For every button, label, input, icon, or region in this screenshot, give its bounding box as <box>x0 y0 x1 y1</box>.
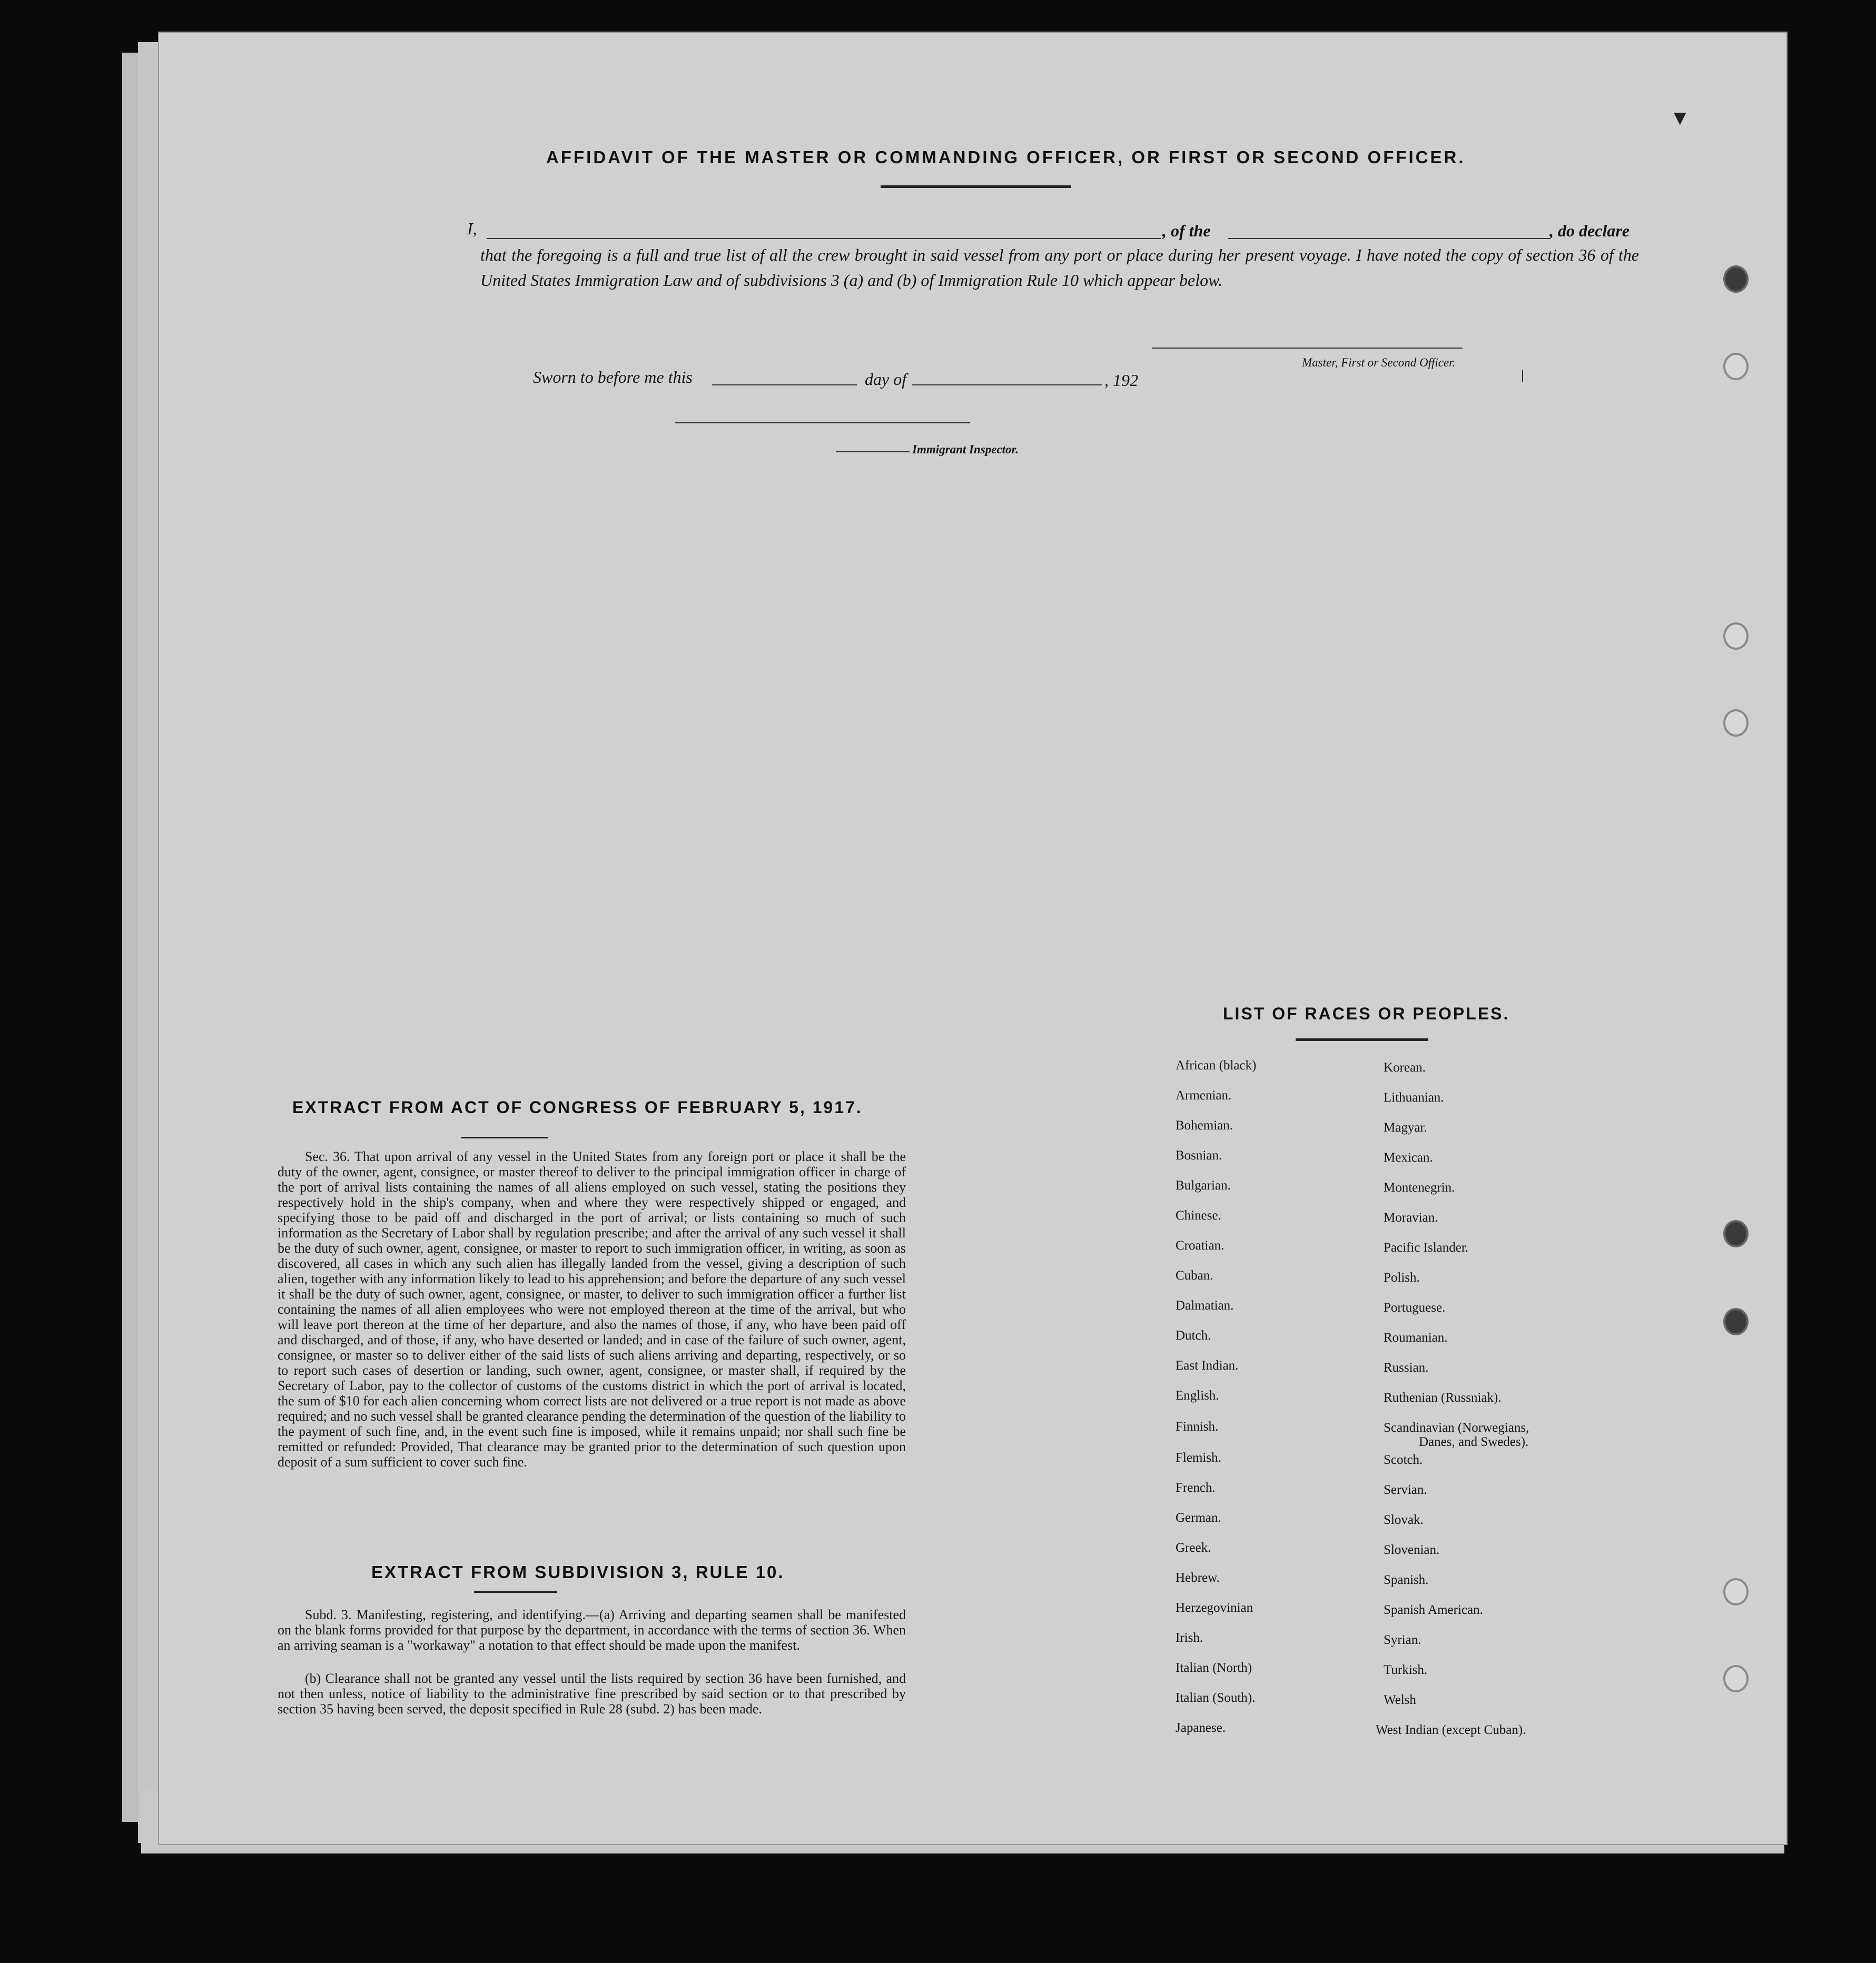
race-left-5: Chinese. <box>1176 1208 1221 1223</box>
binder-hole <box>1723 1308 1749 1335</box>
race-left-13: Flemish. <box>1176 1451 1221 1465</box>
race-right-18: Spanish. <box>1384 1573 1429 1587</box>
race-right-21: Turkish. <box>1384 1663 1428 1677</box>
race-right-1: Lithuanian. <box>1384 1090 1444 1105</box>
day-blank <box>712 384 857 385</box>
race-right-10: Russian. <box>1384 1361 1429 1375</box>
race-left-12: Finnish. <box>1176 1420 1219 1434</box>
binder-hole <box>1723 1220 1749 1247</box>
race-right-11: Ruthenian (Russniak). <box>1384 1391 1502 1405</box>
divider-tick <box>1522 370 1523 382</box>
race-left-6: Croatian. <box>1176 1238 1225 1253</box>
act-extract-rule <box>461 1137 548 1138</box>
rule-extract-title: EXTRACT FROM SUBDIVISION 3, RULE 10. <box>371 1562 785 1582</box>
month-blank <box>912 384 1102 385</box>
race-right-15: Servian. <box>1384 1483 1427 1497</box>
race-right-8: Portuguese. <box>1384 1301 1446 1315</box>
race-right-6: Pacific Islander. <box>1384 1241 1469 1255</box>
race-right-23: West Indian (except Cuban). <box>1376 1723 1526 1737</box>
affidavit-of-the: , of the <box>1162 221 1211 240</box>
binder-hole <box>1723 265 1749 293</box>
race-left-4: Bulgarian. <box>1176 1178 1231 1193</box>
races-title: LIST OF RACES OR PEOPLES. <box>1223 1004 1510 1023</box>
race-right-12: Scandinavian (Norwegians, <box>1384 1421 1529 1435</box>
document-page <box>158 32 1788 1845</box>
race-left-0: African (black) <box>1176 1058 1257 1073</box>
race-left-22: Japanese. <box>1176 1721 1226 1735</box>
race-right-7: Polish. <box>1384 1271 1420 1285</box>
binder-hole <box>1723 1578 1749 1605</box>
race-left-18: Herzegovinian <box>1176 1601 1253 1615</box>
race-right-16: Slovak. <box>1384 1513 1424 1527</box>
affidavit-body: that the foregoing is a full and true list of all the crew brought in said vessel from any port or place during her present voyage. I have noted the copy of section 36 of the United States Immigration Law and of subdivisions 3 (a) and (b) of Immigration Rule 10 which appear below. <box>480 245 1639 290</box>
rule-extract-text-a: Subd. 3. Manifesting, registering, and identifying.—(a) Arriving and departing seamen shall be manifested on the blank forms provided for that purpose by the department, in accordance with the terms of section 36. When an arriving seaman is a "workaway" a notation to that effect should be made upon the manifest. <box>278 1607 906 1653</box>
races-title-rule <box>1296 1038 1428 1041</box>
race-left-11: English. <box>1176 1389 1219 1403</box>
race-left-14: French. <box>1176 1481 1216 1495</box>
act-extract-text: Sec. 36. That upon arrival of any vessel in the United States from any foreign port or place it shall be the duty of the owner, agent, consignee, or master thereof to deliver to the principal immigration officer in charge of the port of arrival lists containing the names of all aliens employed on such vessel, stating the positions they respectively hold in the ship's company, when and where they were respectively shipped or engaged, and specifying those to be paid off and discharged in the port of arrival; or lists containing so much of such information as the Secretary of Labor shall by regulation prescribe; and after the arrival of any such vessel it shall be the duty of such owner, agent, consignee, or master to report to such immigration officer, in writing, as soon as discovered, all cases in which any such alien has illegally landed from the vessel, giving a description of such alien, together with any information likely to lead to his apprehension; and before the departure of any such vessel it shall be the duty of such owner, agent, consignee, or master, to deliver to such immigration officer a further list containing the names of all alien employees who were not employed thereon at the time of the arrival, but who will leave port thereon at the time of her departure, and also the names of those, if any, who have been paid off and discharged, and of those, if any, who have deserted or landed; and in case of the failure of such owner, agent, consignee, or master so to deliver either of the said lists of such aliens arriving and departing, respectively, or so to report such cases of desertion or landing, such owner, agent, consignee, or master shall, if required by the Secretary of Labor, pay to the collector of customs of the customs district in which the port of arrival is located, the sum of $10 for each alien concerning whom correct lists are not delivered or a true report is not made as above required; and no such vessel shall be granted clearance pending the determination of the question of the liability to the payment of such fine, and, in the event such fine is imposed, while it remains unpaid; nor shall such fine be remitted or refunded: Provided, That clearance may be granted prior to the determination of such question upon deposit of a sum sufficient to cover such fine. <box>278 1149 906 1470</box>
race-right-20: Syrian. <box>1384 1633 1421 1647</box>
binder-hole <box>1723 709 1749 737</box>
race-right-3: Mexican. <box>1384 1151 1433 1165</box>
affidavit-title-rule <box>881 185 1071 188</box>
race-right-9: Roumanian. <box>1384 1331 1448 1345</box>
signature-caption: Master, First or Second Officer. <box>1302 356 1456 369</box>
race-left-9: Dutch. <box>1176 1329 1211 1343</box>
vessel-blank <box>1228 238 1549 239</box>
race-left-20: Italian (North) <box>1176 1661 1252 1675</box>
day-of: day of <box>865 370 907 389</box>
race-left-15: German. <box>1176 1511 1221 1525</box>
race-right-14: Scotch. <box>1384 1453 1423 1467</box>
race-left-3: Bosnian. <box>1176 1148 1222 1163</box>
rule-extract-text-b: (b) Clearance shall not be granted any vessel until the lists required by section 36 have been furnished, and not then unless, notice of liability to the administrative fine prescribed by said section or to that prescribed by section 35 having been served, the deposit specified in Rule 28 (subd. 2) has been made. <box>278 1671 906 1717</box>
race-left-7: Cuban. <box>1176 1268 1213 1283</box>
affidavit-line-i: I, <box>467 219 477 238</box>
race-left-2: Bohemian. <box>1176 1118 1233 1133</box>
race-right-5: Moravian. <box>1384 1211 1438 1225</box>
race-right-17: Slovenian. <box>1384 1543 1440 1557</box>
affidavit-title: AFFIDAVIT OF THE MASTER OR COMMANDING OFFICER, OR FIRST OR SECOND OFFICER. <box>546 147 1466 167</box>
sworn-before: Sworn to before me this <box>533 368 693 386</box>
race-left-19: Irish. <box>1176 1631 1203 1645</box>
act-extract-title: EXTRACT FROM ACT OF CONGRESS OF FEBRUARY 5, 1917. <box>292 1098 863 1117</box>
race-left-8: Dalmatian. <box>1176 1298 1234 1313</box>
name-blank <box>487 238 1161 239</box>
rule-extract-rule <box>474 1591 557 1593</box>
affidavit-do-declare: , do declare <box>1549 221 1630 240</box>
race-left-10: East Indian. <box>1176 1359 1239 1373</box>
race-left-16: Greek. <box>1176 1541 1211 1555</box>
race-right-4: Montenegrin. <box>1384 1181 1455 1195</box>
race-right-2: Magyar. <box>1384 1121 1427 1135</box>
race-right-19: Spanish American. <box>1384 1603 1483 1617</box>
inspector-line <box>675 422 970 423</box>
inspector-short-line <box>836 451 910 452</box>
race-left-21: Italian (South). <box>1176 1691 1256 1705</box>
binder-hole <box>1723 1665 1749 1692</box>
race-right-13: Danes, and Swedes). <box>1419 1435 1529 1449</box>
year-label: , 192 <box>1104 371 1138 390</box>
ink-mark: ▼ <box>1670 106 1691 130</box>
binder-hole <box>1723 353 1749 380</box>
race-right-0: Korean. <box>1384 1060 1426 1075</box>
inspector-caption: Immigrant Inspector. <box>912 443 1019 456</box>
race-left-1: Armenian. <box>1176 1088 1232 1103</box>
binder-hole <box>1723 622 1749 650</box>
race-left-17: Hebrew. <box>1176 1571 1220 1585</box>
signature-line <box>1152 348 1463 349</box>
race-right-22: Welsh <box>1384 1693 1416 1707</box>
